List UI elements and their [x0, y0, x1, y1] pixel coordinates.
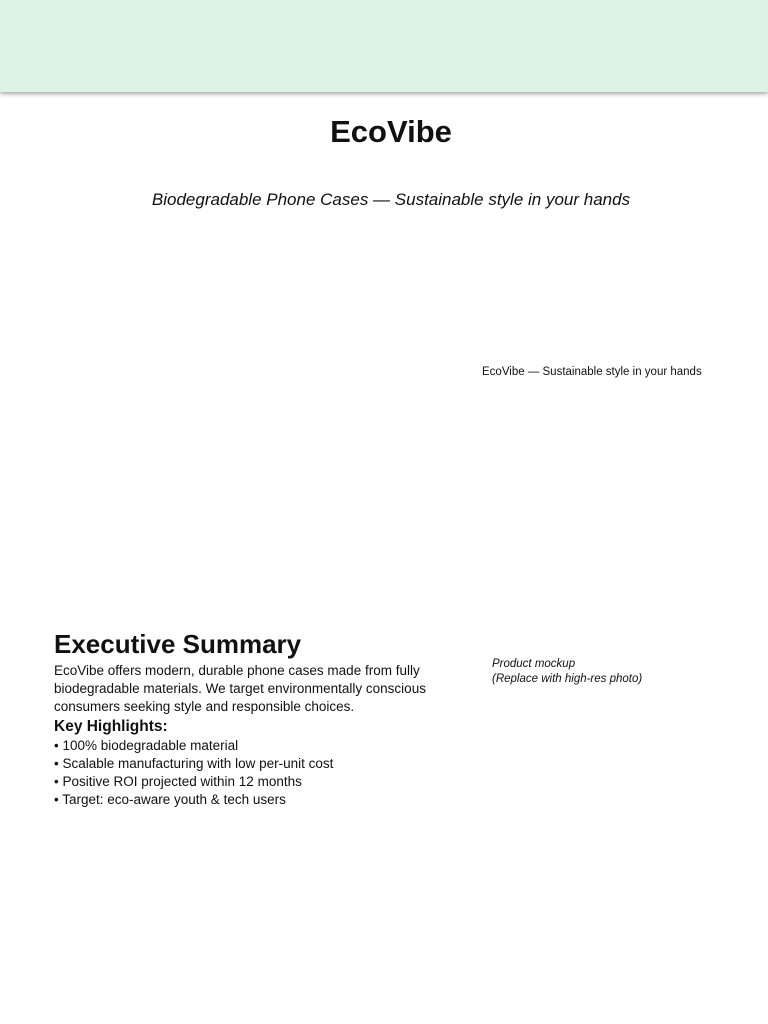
executive-summary-section — [54, 628, 444, 809]
highlight-item: • Positive ROI projected within 12 months — [54, 774, 302, 789]
tagline: Biodegradable Phone Cases — Sustainable style in your hands — [151, 190, 631, 209]
executive-summary-body: EcoVibe offers modern, durable phone cases made from fully biodegradable materials. We target environmentally conscious consumers seeking style and responsible choices. — [54, 663, 426, 714]
highlight-item: • Target: eco-aware youth & tech users — [54, 792, 286, 807]
top-banner — [0, 0, 768, 92]
mockup-instruction: (Replace with high-res photo) — [492, 673, 643, 685]
executive-summary-heading: Executive Summary — [54, 629, 302, 659]
key-highlights-list — [54, 737, 444, 809]
product-mockup-note — [492, 657, 732, 687]
highlight-item: • Scalable manufacturing with low per-unit cost — [54, 756, 334, 771]
key-highlights-heading: Key Highlights: — [54, 718, 168, 735]
highlight-item: • 100% biodegradable material — [54, 738, 239, 753]
hero-caption: EcoVibe — Sustainable style in your hands — [482, 366, 702, 378]
mockup-label: Product mockup — [492, 658, 576, 670]
page-title: EcoVibe — [330, 114, 452, 149]
